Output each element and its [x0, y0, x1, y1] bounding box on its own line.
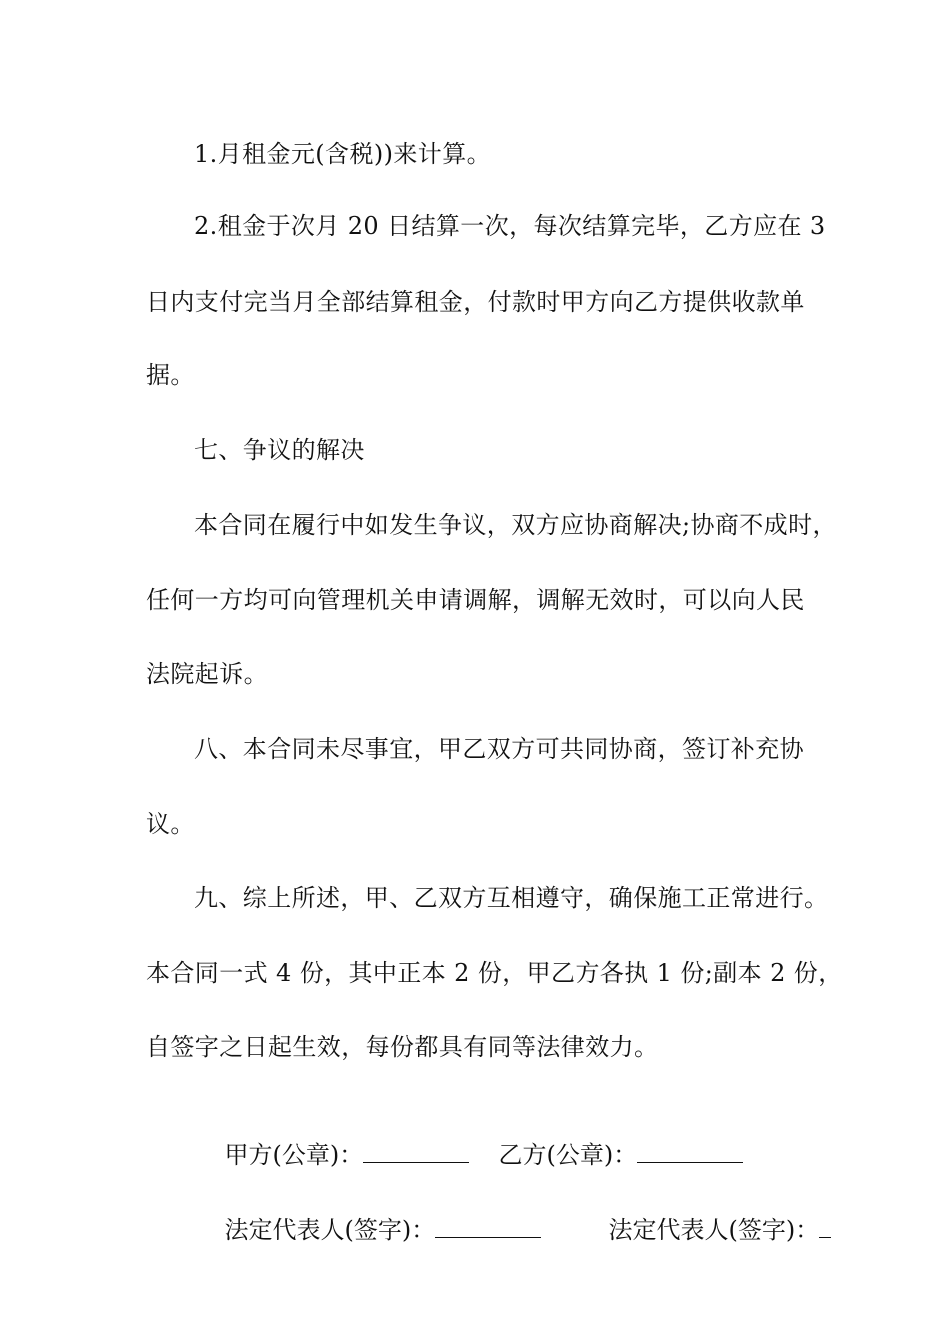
legal-rep-a-label: 法定代表人(签字)： [224, 1216, 436, 1244]
party-a-seal-label: 甲方(公章)： [224, 1141, 364, 1169]
clause-dispute-line1: 本合同在履行中如发生争议，双方应协商解决;协商不成时， [194, 511, 837, 539]
party-b-seal-label: 乙方(公章)： [498, 1141, 638, 1169]
party-a-seal-blank[interactable] [363, 1140, 469, 1163]
clause-rent-amount: 1.月租金元(含税))来计算。 [194, 140, 491, 168]
party-b-seal-blank[interactable] [637, 1140, 743, 1163]
clause-summary-line3: 自签字之日起生效，每份都具有同等法律效力。 [146, 1033, 659, 1061]
clause-supplement-line2: 议。 [146, 810, 195, 838]
clause-dispute-line2: 任何一方均可向管理机关申请调解，调解无效时，可以向人民 [146, 586, 805, 614]
legal-rep-b-label: 法定代表人(签字)： [608, 1216, 820, 1244]
clause-summary-line1: 九、综上所述，甲、乙双方互相遵守，确保施工正常进行。 [194, 884, 829, 912]
legal-rep-a-blank[interactable] [435, 1215, 541, 1238]
legal-rep-b-row [578, 1182, 831, 1278]
clause-dispute-line3: 法院起诉。 [146, 660, 268, 688]
clause-rent-settlement-line1: 2.租金于次月 20 日结算一次，每次结算完毕，乙方应在 3 [194, 212, 826, 240]
clause-rent-settlement-line3: 据。 [146, 361, 195, 389]
clause-rent-settlement-line2: 日内支付完当月全部结算租金，付款时甲方向乙方提供收款单 [146, 288, 805, 316]
section-heading-dispute: 七、争议的解决 [194, 436, 365, 464]
clause-supplement-line1: 八、本合同未尽事宜，甲乙双方可共同协商，签订补充协 [194, 735, 804, 763]
legal-rep-b-blank[interactable] [819, 1215, 831, 1238]
clause-summary-line2: 本合同一式 4 份，其中正本 2 份，甲乙方各执 1 份;副本 2 份， [146, 959, 843, 987]
legal-rep-a-row [194, 1182, 541, 1278]
